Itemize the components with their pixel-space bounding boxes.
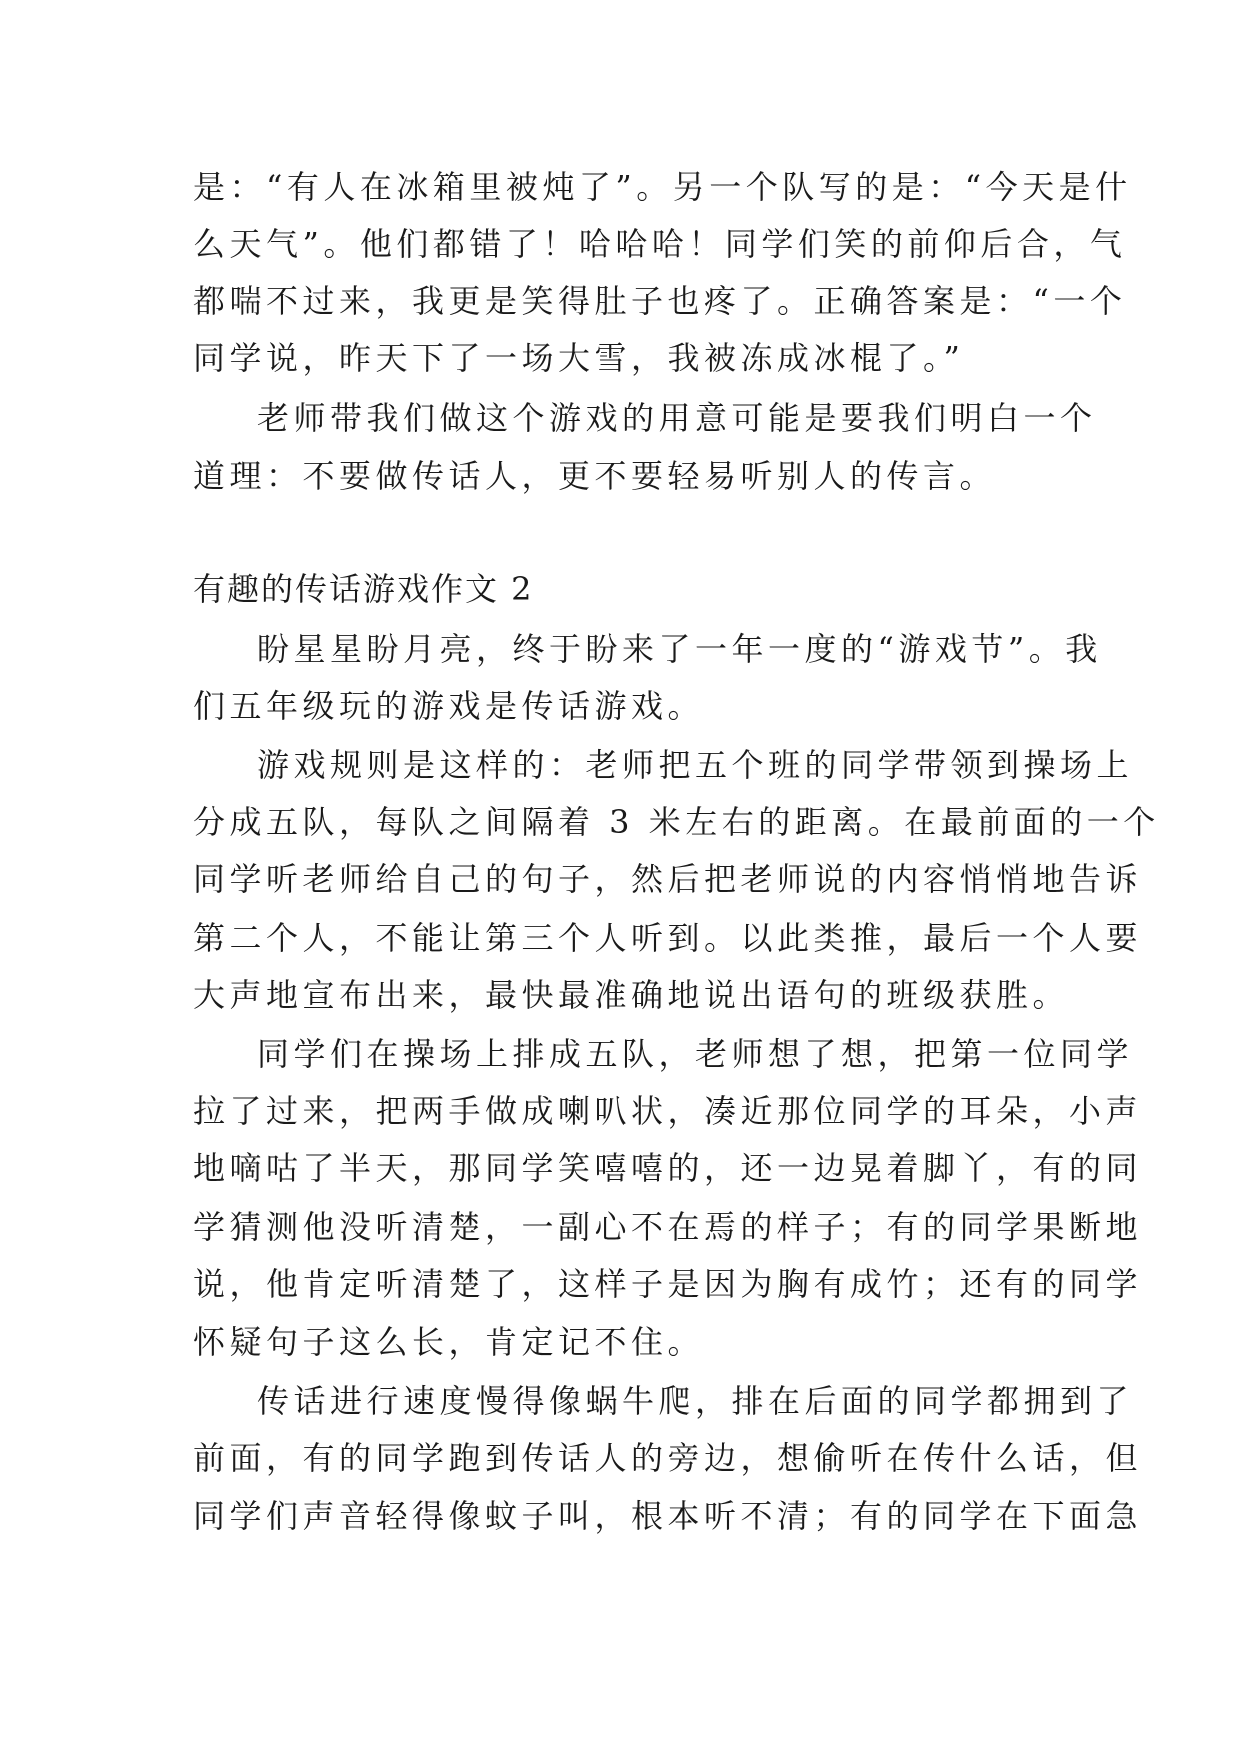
paragraph-line: 学猜测他没听清楚，一副心不在焉的样子；有的同学果断地 — [193, 1208, 1143, 1246]
paragraph-line: 么天气”。他们都错了！哈哈哈！同学们笑的前仰后合，气 — [193, 225, 1127, 263]
paragraph-line: 说，他肯定听清楚了，这样子是因为胸有成竹；还有的同学 — [193, 1265, 1143, 1303]
paragraph-line: 们五年级玩的游戏是传话游戏。 — [193, 687, 705, 725]
paragraph-line: 怀疑句子这么长，肯定记不住。 — [193, 1323, 705, 1361]
paragraph-line: 地嘀咕了半天，那同学笑嘻嘻的，还一边晃着脚丫，有的同 — [193, 1149, 1143, 1187]
paragraph-line: 都喘不过来，我更是笑得肚子也疼了。正确答案是：“一个 — [193, 282, 1127, 320]
paragraph-line: 同学们在操场上排成五队，老师想了想，把第一位同学 — [257, 1035, 1134, 1073]
paragraph-line: 第二个人，不能让第三个人听到。以此类推，最后一个人要 — [193, 919, 1143, 957]
paragraph-line: 分成五队，每队之间隔着 3 米左右的距离。在最前面的一个 — [193, 803, 1160, 841]
paragraph-line: 拉了过来，把两手做成喇叭状，凑近那位同学的耳朵，小声 — [193, 1092, 1143, 1130]
paragraph-line: 同学们声音轻得像蚊子叫，根本听不清；有的同学在下面急 — [193, 1497, 1143, 1535]
paragraph-line: 道理：不要做传话人，更不要轻易听别人的传言。 — [193, 457, 997, 495]
paragraph-line: 是：“有人在冰箱里被炖了”。另一个队写的是：“今天是什 — [193, 168, 1132, 206]
paragraph-line: 同学说，昨天下了一场大雪，我被冻成冰棍了。” — [193, 339, 965, 377]
paragraph-line: 前面，有的同学跑到传话人的旁边，想偷听在传什么话，但 — [193, 1439, 1143, 1477]
paragraph-line: 老师带我们做这个游戏的用意可能是要我们明白一个 — [257, 399, 1097, 437]
paragraph-line: 同学听老师给自己的句子，然后把老师说的内容悄悄地告诉 — [193, 860, 1143, 898]
section-title: 有趣的传话游戏作文 2 — [193, 570, 534, 608]
paragraph-line: 传话进行速度慢得像蜗牛爬，排在后面的同学都拥到了 — [257, 1382, 1134, 1420]
paragraph-line: 游戏规则是这样的：老师把五个班的同学带领到操场上 — [257, 746, 1134, 784]
paragraph-line: 大声地宣布出来，最快最准确地说出语句的班级获胜。 — [193, 976, 1070, 1014]
document-page — [193, 0, 1160, 1754]
paragraph-line: 盼星星盼月亮，终于盼来了一年一度的“游戏节”。我 — [257, 630, 1102, 668]
